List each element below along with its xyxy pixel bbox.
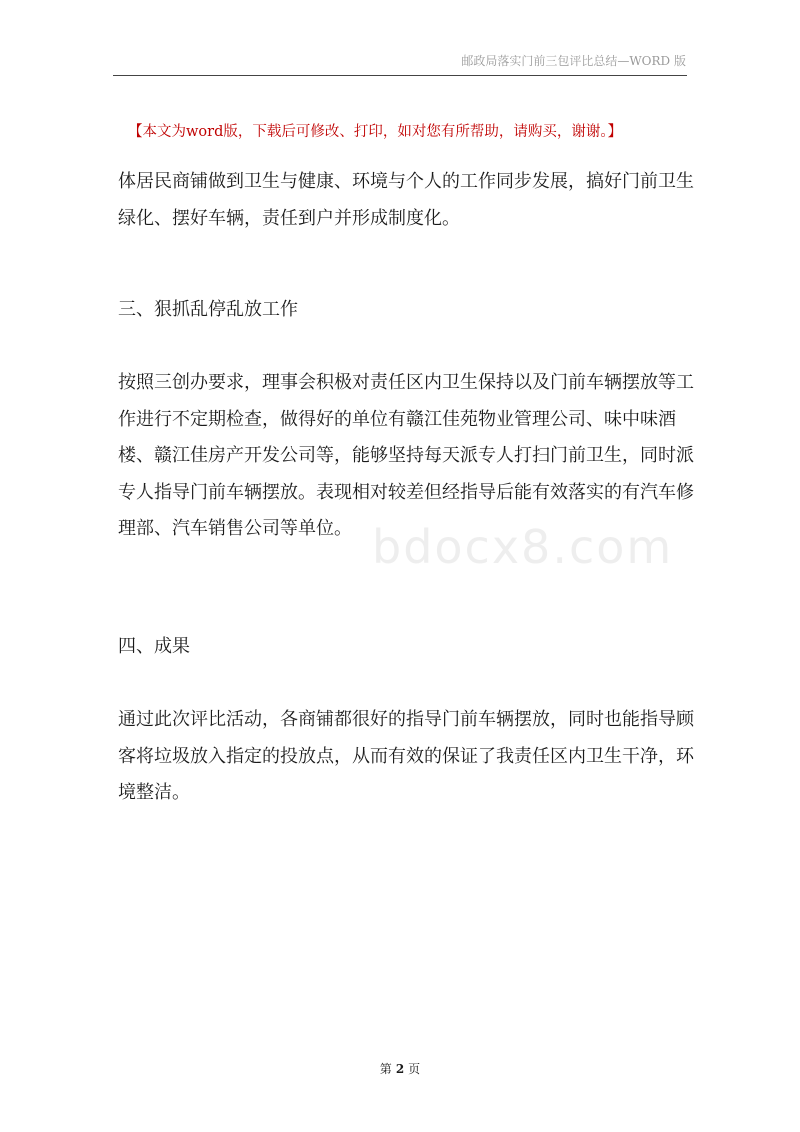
footer-suffix: 页 xyxy=(408,1062,421,1076)
footer-prefix: 第 xyxy=(379,1062,392,1076)
watermark-text: bdocx8.com xyxy=(372,520,674,574)
header-divider xyxy=(113,75,687,76)
paragraph-results: 通过此次评比活动，各商铺都很好的指导门前车辆摆放，同时也能指导顾客将垃圾放入指定的投放点，从而有效的保证了我责任区内卫生干净，环境整洁。 xyxy=(118,709,694,803)
running-header-title: 邮政局落实门前三包评比总结—WORD 版 xyxy=(461,54,686,68)
page-footer xyxy=(0,1060,800,1077)
section-heading-parking: 三、狠抓乱停乱放工作 xyxy=(118,299,298,320)
purchase-notice: 【本文为word版，下载后可修改、打印，如对您有所帮助，请购买，谢谢。】 xyxy=(128,124,623,140)
page-number: 2 xyxy=(395,1062,405,1076)
paragraph-sanitation: 体居民商铺做到卫生与健康、环境与个人的工作同步发展，搞好门前卫生绿化、摆好车辆，责任到户并形成制度化。 xyxy=(118,171,694,229)
section-heading-results: 四、成果 xyxy=(118,636,190,657)
paragraph-inspection: 按照三创办要求，理事会积极对责任区内卫生保持以及门前车辆摆放等工作进行不定期检查，做得好的单位有赣江佳苑物业管理公司、味中味酒楼、赣江佳房产开发公司等，能够坚持每天派专人打扫门前卫生，同时派专人指导门前车辆摆放。表现相对较差但经指导后能有效落实的有汽车修理部、汽车销售公司等单位。 xyxy=(118,372,694,539)
